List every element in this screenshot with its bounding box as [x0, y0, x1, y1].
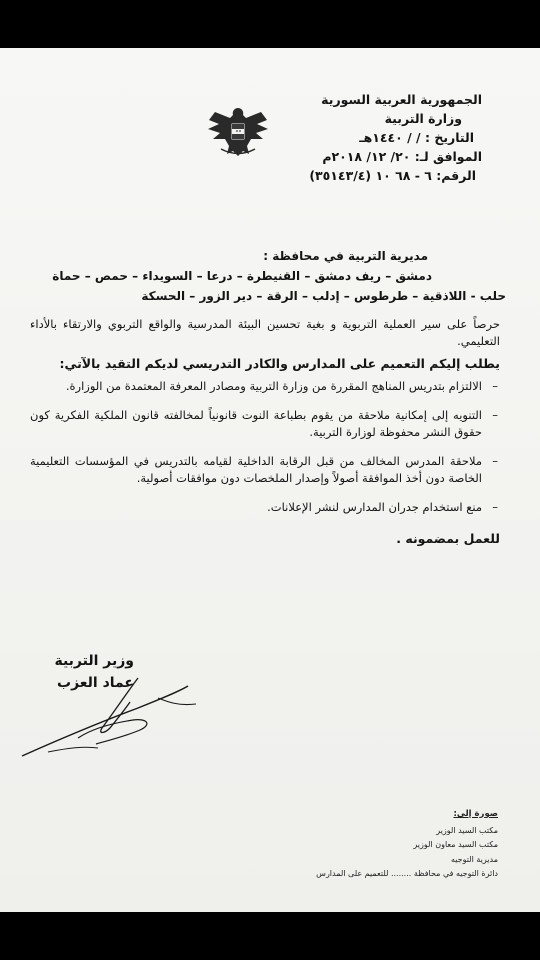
addressee-block: [52, 246, 506, 306]
request-heading: يطلب إليكم التعميم على المدارس والكادر التدريسي لديكم التقيد بالآتي:: [59, 356, 500, 371]
ministry-name: وزارة التربية: [384, 111, 462, 126]
dash-bullet: –: [492, 379, 498, 393]
addressee-governorates-2: حلب - اللاذقية – طرطوس – إدلب – الرقة – دير الزور – الحسكة: [141, 289, 506, 303]
syrian-eagle-emblem-icon: [205, 104, 271, 160]
dash-bullet: –: [492, 454, 498, 468]
copy-to-line: دائرة التوجيه في محافظة ........ للتعميم على المدارس: [316, 869, 498, 878]
copy-to-line: مكتب السيد معاون الوزير: [413, 840, 498, 849]
signatory-title: وزير التربية: [54, 653, 134, 669]
list-item-text: الالتزام بتدريس المناهج المقررة من وزارة التربية ومصادر المعرفة المعتمدة من الوزارة.: [65, 379, 482, 393]
copy-to-title: صورة إلى:: [453, 809, 498, 819]
signatory-name: عماد العزب: [57, 675, 134, 691]
list-item-text: منع استخدام جدران المدارس لنشر الإعلانات.: [267, 500, 482, 514]
country-name: الجمهورية العربية السورية: [321, 92, 482, 107]
reference-number: الرقم: ٦ - ٦٨ ١٠ (٣٥١٤٣/٤): [309, 168, 476, 183]
photo-frame-bottom: [0, 912, 540, 960]
list-item: [30, 407, 500, 441]
instruction-list: [30, 378, 500, 516]
hijri-date: التاريخ : / / ١٤٤٠هـ: [359, 130, 474, 145]
letterhead: [309, 90, 482, 185]
list-item-text: التنويه إلى إمكانية ملاحقة من يقوم بطباعة النوت قانونياً لمخالفته قانون الملكية الفكرية كون حقوق النشر محفوظة لوزارة التربية.: [30, 408, 482, 439]
photo-frame-top: [0, 0, 540, 48]
dash-bullet: –: [492, 408, 498, 422]
document-page: [0, 48, 540, 912]
handwritten-signature: [18, 668, 208, 763]
letter-body: [30, 316, 500, 560]
addressee-title: مديرية التربية في محافظة :: [263, 249, 428, 263]
closing-line: للعمل بمضمونه .: [396, 531, 500, 546]
addressee-governorates-1: دمشق – ريف دمشق – القنيطرة – درعا – السويداء – حمص – حماة: [52, 269, 432, 283]
copy-to-line: مكتب السيد الوزير: [436, 825, 498, 835]
gregorian-date: الموافق لـ: ٢٠/ ١٢/ ٢٠١٨م: [322, 149, 482, 164]
list-item-text: ملاحقة المدرس المخالف من قبل الرقابة الداخلية لقيامه بالتدريس في المؤسسات التعليمية الخاصة دون أخذ الموافقة أصولاً وإصدار الملخصات دون موافقات أصولية.: [30, 454, 482, 485]
dash-bullet: –: [492, 500, 498, 514]
list-item: [30, 499, 500, 516]
list-item: [30, 378, 500, 395]
intro-paragraph: حرصاً على سير العملية التربوية و بغية تحسين البيئة المدرسية والواقع التربوي والارتقاء بالأداء التعليمي.: [30, 317, 500, 348]
list-item: [30, 453, 500, 487]
copy-to-block: [316, 807, 498, 882]
copy-to-line: مديرية التوجيه: [450, 854, 498, 864]
